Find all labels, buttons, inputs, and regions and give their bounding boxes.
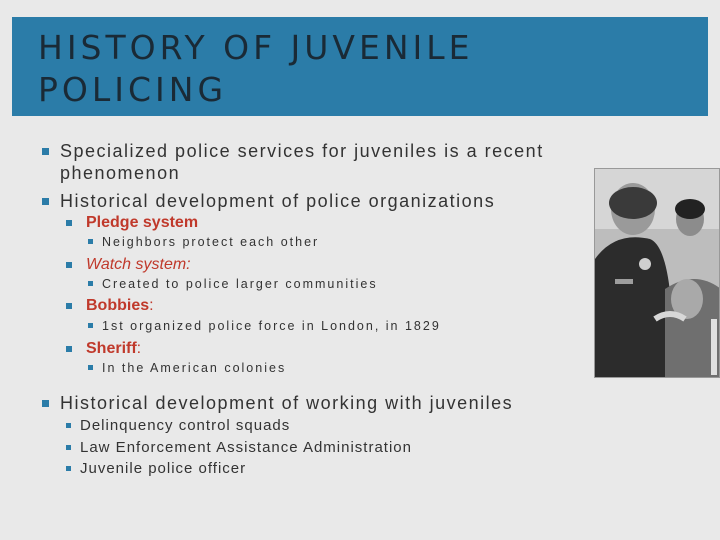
square-bullet-icon <box>66 262 72 268</box>
bullet-delinquency-squads: Delinquency control squads <box>66 416 290 435</box>
square-bullet-icon <box>88 281 93 286</box>
bullet-specialized: Specialized police services for juveniles is a recent phenomenon <box>42 140 544 184</box>
square-bullet-icon <box>66 423 71 428</box>
square-bullet-icon <box>88 365 93 370</box>
bullet-pledge-system: Pledge system <box>66 213 198 233</box>
bullet-police-organizations: Historical development of police organizations <box>42 190 495 212</box>
square-bullet-icon <box>42 148 49 155</box>
square-bullet-icon <box>66 220 72 226</box>
officer-with-children-image <box>595 169 720 378</box>
bullet-sheriff-detail: In the American colonies <box>88 360 286 376</box>
bullet-watch-detail: Created to police larger communities <box>88 276 378 292</box>
square-bullet-icon <box>66 445 71 450</box>
bullet-juvenile-officer: Juvenile police officer <box>66 459 246 478</box>
page-title: HISTORY OF JUVENILE POLICING <box>38 28 474 109</box>
officer-photo <box>594 168 720 378</box>
title-bar <box>12 17 708 116</box>
bullet-leaa: Law Enforcement Assistance Administration <box>66 438 412 457</box>
bullet-sheriff: Sheriff: <box>66 339 141 359</box>
square-bullet-icon <box>66 303 72 309</box>
bullet-pledge-detail: Neighbors protect each other <box>88 234 319 250</box>
square-bullet-icon <box>88 323 93 328</box>
square-bullet-icon <box>42 198 49 205</box>
square-bullet-icon <box>66 346 72 352</box>
square-bullet-icon <box>66 466 71 471</box>
bullet-working-with-juveniles: Historical development of working with juveniles <box>42 392 513 414</box>
square-bullet-icon <box>88 239 93 244</box>
bullet-bobbies: Bobbies: <box>66 296 154 316</box>
bullet-bobbies-detail: 1st organized police force in London, in 1829 <box>88 318 441 334</box>
bullet-watch-system: Watch system: <box>66 255 191 275</box>
square-bullet-icon <box>42 400 49 407</box>
